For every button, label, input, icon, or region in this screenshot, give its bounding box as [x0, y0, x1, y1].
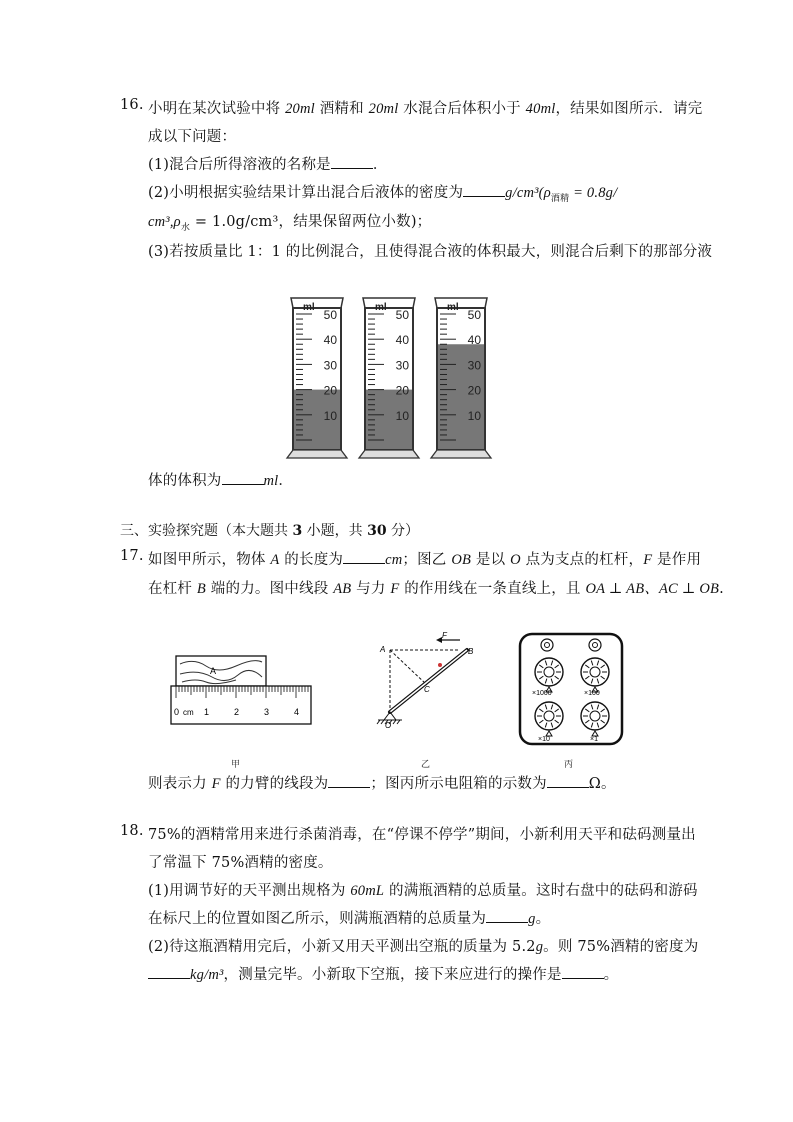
- dial-label-100: ×100: [584, 690, 600, 697]
- q16-part2: (2)小明根据实验结果计算出混合后液体的密度为 $g/cm^3(\rho_{酒精} = 0.8g/$: [148, 181, 617, 204]
- answer-blank[interactable]: [331, 154, 373, 169]
- object-label: A: [210, 666, 217, 676]
- answer-blank[interactable]: [148, 964, 190, 979]
- q18-line1: 75%的酒精常用来进行杀菌消毒，在“停课不停学”期间，小新利用天平和砝码测量出: [148, 827, 696, 843]
- tick-label: 30: [323, 358, 337, 373]
- q16-number: 16.: [120, 97, 144, 113]
- q18-part2-cont: kg/m³，测量完毕。小新取下空瓶，接下来应进行的操作是 。: [148, 963, 618, 984]
- tick-label: 20: [323, 383, 337, 398]
- tick-label: 20: [395, 383, 409, 398]
- tick-label: 40: [467, 333, 481, 348]
- cylinder-spout: [363, 298, 415, 308]
- q18-number: 18.: [120, 823, 144, 839]
- cylinders-figure: [285, 292, 495, 464]
- ruler-label-4: 4: [294, 707, 300, 717]
- tick-label: 30: [395, 358, 409, 373]
- q16-line1: 小明在某次试验中将 20ml 酒精和 20ml 水混合后体积小于 40ml，结果如图所示．请完: [148, 101, 703, 117]
- ruler-figure: [168, 652, 318, 730]
- lever-figure: [372, 630, 482, 730]
- cylinder-spout: [291, 298, 343, 308]
- ruler-label-1: 1: [204, 707, 210, 717]
- q16-line2: 成以下问题：: [148, 129, 237, 145]
- answer-blank[interactable]: [222, 470, 264, 485]
- cylinder-base: [359, 450, 419, 458]
- ruler-unit: cm: [183, 708, 194, 717]
- caption-jia: 甲: [231, 760, 241, 770]
- answer-blank[interactable]: [343, 549, 385, 564]
- tick-label: 40: [395, 333, 409, 348]
- q17-line1: 如图甲所示，物体 A 的长度为 cm；图乙 OB 是以 O 点为支点的杠杆，F 是作用: [148, 548, 701, 569]
- q16-part2-cont: $cm^3,\rho_水 = 1.0g/cm^3$，结果保留两位小数)；: [148, 214, 432, 233]
- q16-part1: (1)混合后所得溶液的名称是 ．: [148, 153, 388, 174]
- ruler-label-3: 3: [264, 707, 270, 717]
- force-label: F: [442, 631, 447, 640]
- q17-line2: 在杠杆 B 端的力。图中线段 AB 与力 F 的作用线在一条直线上，且 OA ⊥ AB、AC ⊥ OB.: [148, 581, 724, 597]
- caption-yi: 乙: [421, 760, 431, 770]
- tick-label: 20: [467, 383, 481, 398]
- tick-label: 10: [323, 408, 337, 423]
- cylinder-base: [287, 450, 347, 458]
- q17-number: 17.: [120, 548, 144, 564]
- dial-label-1: ×1: [590, 736, 598, 743]
- unit-label: ml: [447, 302, 459, 313]
- tick-label: 50: [395, 308, 409, 322]
- resistance-box-figure: [518, 632, 624, 746]
- point-A: A: [380, 645, 386, 654]
- ruler-label-2: 2: [234, 707, 240, 717]
- answer-blank[interactable]: [547, 773, 589, 788]
- q17-line3: 则表示力 F 的力臂的线段为 ；图丙所示电阻箱的示数为 Ω。: [148, 772, 616, 793]
- caption-bing: 丙: [564, 760, 574, 770]
- tick-label: 50: [467, 308, 481, 322]
- q18-part1: (1)用调节好的天平测出规格为 60mL 的满瓶酒精的总质量。这时右盘中的砝码和游码: [148, 883, 698, 899]
- point-C: C: [424, 685, 430, 694]
- dial-label-10: ×10: [538, 736, 550, 743]
- point-B: B: [468, 647, 474, 656]
- q18-part1-cont: 在标尺上的位置如图乙所示，则满瓶酒精的总质量为 g。: [148, 907, 550, 928]
- q16-part3: (3)若按质量比 1：1 的比例混合，且使得混合液的体积最大，则混合后剩下的那部分液: [148, 244, 713, 260]
- tick-label: 50: [323, 308, 337, 322]
- cylinder-spout: [435, 298, 487, 308]
- tick-label: 40: [323, 333, 337, 348]
- tick-label: 10: [395, 408, 409, 423]
- ruler-label-0: 0: [174, 707, 180, 717]
- answer-blank[interactable]: [562, 964, 604, 979]
- answer-blank[interactable]: [463, 182, 505, 197]
- dial-label-1000: ×1000: [532, 690, 552, 697]
- unit-label: ml: [303, 302, 315, 313]
- cylinder-base: [431, 450, 491, 458]
- tick-label: 30: [467, 358, 481, 373]
- q18-part2: (2)待这瓶酒精用完后，小新又用天平测出空瓶的质量为 5.2g。则 75%酒精的密度为: [148, 939, 699, 955]
- point-O: O: [385, 721, 392, 730]
- q18-line2: 了常温下 75%酒精的密度。: [148, 855, 333, 871]
- q16-part3-cont: 体的体积为 ml．: [148, 469, 293, 490]
- answer-blank[interactable]: [486, 908, 528, 923]
- unit-label: ml: [375, 302, 387, 313]
- section-title: 三、实验探究题（本大题共 3 小题，共 30 分）: [120, 523, 420, 539]
- tick-label: 10: [467, 408, 481, 423]
- answer-blank[interactable]: [328, 773, 370, 788]
